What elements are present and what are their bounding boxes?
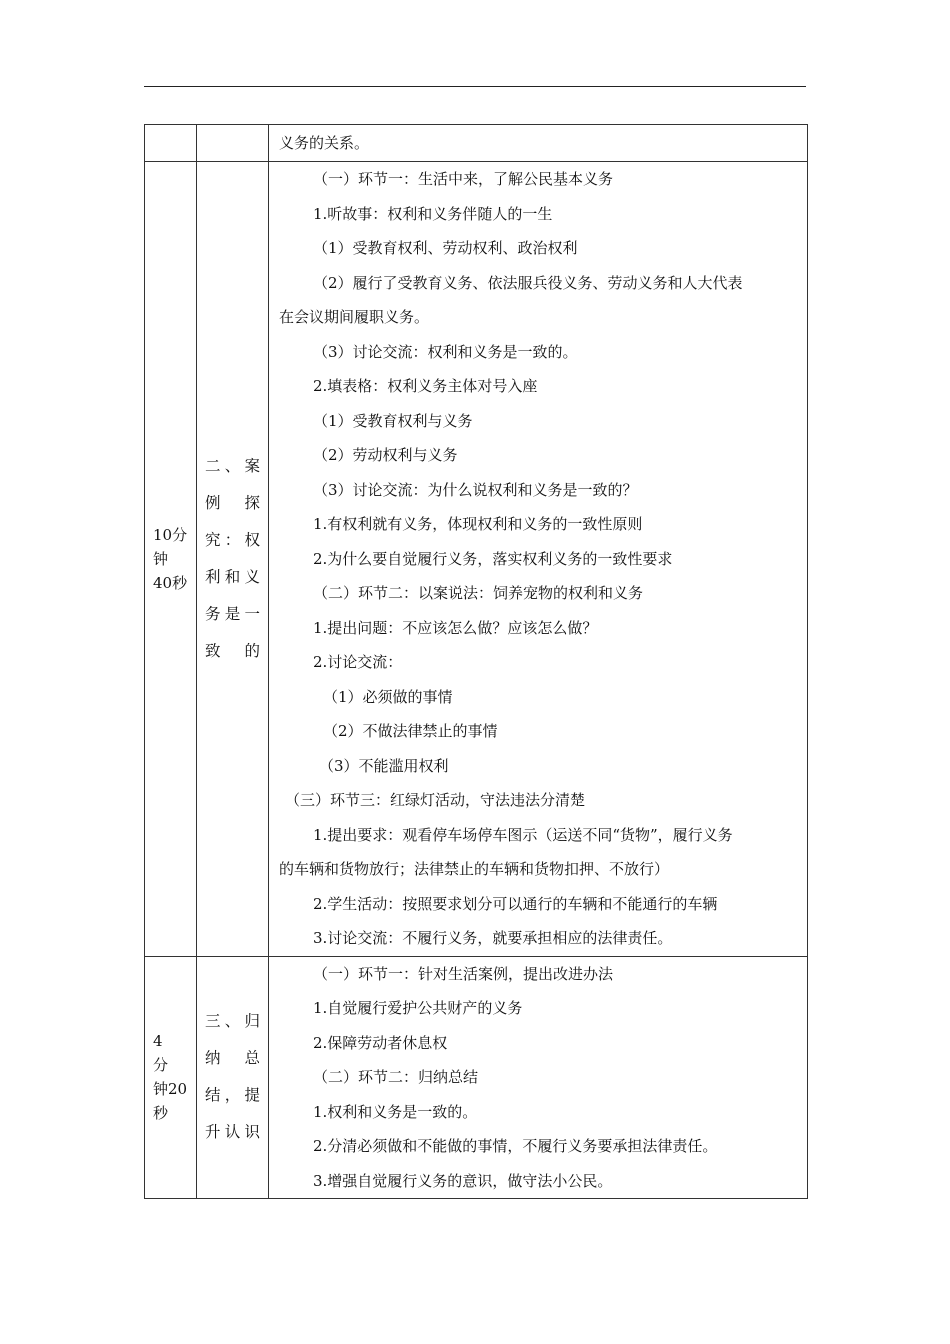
content-line: （二）环节二：以案说法：饲养宠物的权利和义务 xyxy=(313,584,644,602)
content-line: 2.讨论交流： xyxy=(313,653,403,671)
stage-text: 致的 xyxy=(205,641,260,660)
time-cell xyxy=(145,125,197,162)
content-line: （3）不能滥用权利 xyxy=(319,756,449,775)
stage-cell xyxy=(197,162,269,957)
table-row xyxy=(145,956,808,1199)
content-line: 1.提出要求：观看停车场停车图示（运送不同“货物”，履行义务 xyxy=(313,825,733,844)
content-line: 1.权利和义务是一致的。 xyxy=(313,1102,478,1121)
table-row xyxy=(145,125,808,162)
stage-text: 究：权 xyxy=(205,530,260,549)
content-line: 1.提出问题：不应该怎么做？应该怎么做？ xyxy=(313,618,598,637)
stage-text: 二、案 xyxy=(205,456,260,475)
content-cell xyxy=(269,956,808,1199)
content-line: （1）受教育权利与义务 xyxy=(313,411,473,430)
stage-cell xyxy=(197,125,269,162)
time-text: 40秒 xyxy=(153,573,188,592)
stage-text: 例 探 xyxy=(205,493,260,512)
stage-text: 结，提 xyxy=(205,1086,260,1105)
content-line: 2.分清必须做和不能做的事情，不履行义务要承担法律责任。 xyxy=(313,1137,718,1155)
content-line: 3.增强自觉履行义务的意识，做守法小公民。 xyxy=(313,1171,613,1190)
content-line: （1）受教育权利、劳动权利、政治权利 xyxy=(313,239,578,257)
time-cell xyxy=(145,956,197,1199)
stage-text: 纳 总 xyxy=(205,1049,260,1068)
stage-cell xyxy=(197,956,269,1199)
stage-text: 升认识 xyxy=(205,1123,260,1142)
content-line: 1.有权利就有义务，体现权利和义务的一致性原则 xyxy=(313,515,643,533)
stage-text: 利和义 xyxy=(205,567,260,586)
time-text: 10分 xyxy=(153,525,188,544)
time-text: 4 分 xyxy=(153,1032,178,1075)
content-line: 2.为什么要自觉履行义务，落实权利义务的一致性要求 xyxy=(313,549,673,568)
time-text: 秒 xyxy=(153,1104,169,1123)
header-rule xyxy=(144,86,806,87)
content-line: 1.自觉履行爱护公共财产的义务 xyxy=(313,999,523,1017)
content-cell xyxy=(269,162,808,957)
content-line: 3.讨论交流：不履行义务，就要承担相应的法律责任。 xyxy=(313,929,673,947)
content-line: （1）必须做的事情 xyxy=(323,687,453,706)
content-line: （一）环节一：生活中来，了解公民基本义务 xyxy=(313,170,614,188)
content-line: （二）环节二：归纳总结 xyxy=(313,1068,479,1086)
content-line: 义务的关系。 xyxy=(279,133,370,152)
content-cell xyxy=(269,125,808,162)
content-line: （2）劳动权利与义务 xyxy=(313,446,458,464)
time-text: 钟 xyxy=(153,549,169,568)
content-line: 的车辆和货物放行；法律禁止的车辆和货物扣押、不放行） xyxy=(279,860,670,878)
content-line: （一）环节一：针对生活案例，提出改进办法 xyxy=(313,964,614,983)
stage-text: 三、归 xyxy=(205,1012,260,1031)
table-row xyxy=(145,162,808,957)
content-line: （3）讨论交流：为什么说权利和义务是一致的？ xyxy=(313,480,638,499)
content-line: （三）环节三：红绿灯活动，守法违法分清楚 xyxy=(285,791,586,809)
content-line: 2.学生活动：按照要求划分可以通行的车辆和不能通行的车辆 xyxy=(313,894,718,913)
content-line: 1.听故事：权利和义务伴随人的一生 xyxy=(313,204,553,223)
content-line: （2）不做法律禁止的事情 xyxy=(323,722,498,740)
time-text: 钟20 xyxy=(153,1080,188,1099)
stage-text: 务是一 xyxy=(205,604,260,623)
content-line: 2.保障劳动者休息权 xyxy=(313,1033,448,1052)
content-line: （3）讨论交流：权利和义务是一致的。 xyxy=(313,342,578,361)
lesson-plan-table xyxy=(144,124,808,1199)
content-line: 2.填表格：权利义务主体对号入座 xyxy=(313,377,538,395)
time-cell xyxy=(145,162,197,957)
content-line: 在会议期间履职义务。 xyxy=(279,308,430,326)
content-line: （2）履行了受教育义务、依法服兵役义务、劳动义务和人大代表 xyxy=(313,273,743,292)
